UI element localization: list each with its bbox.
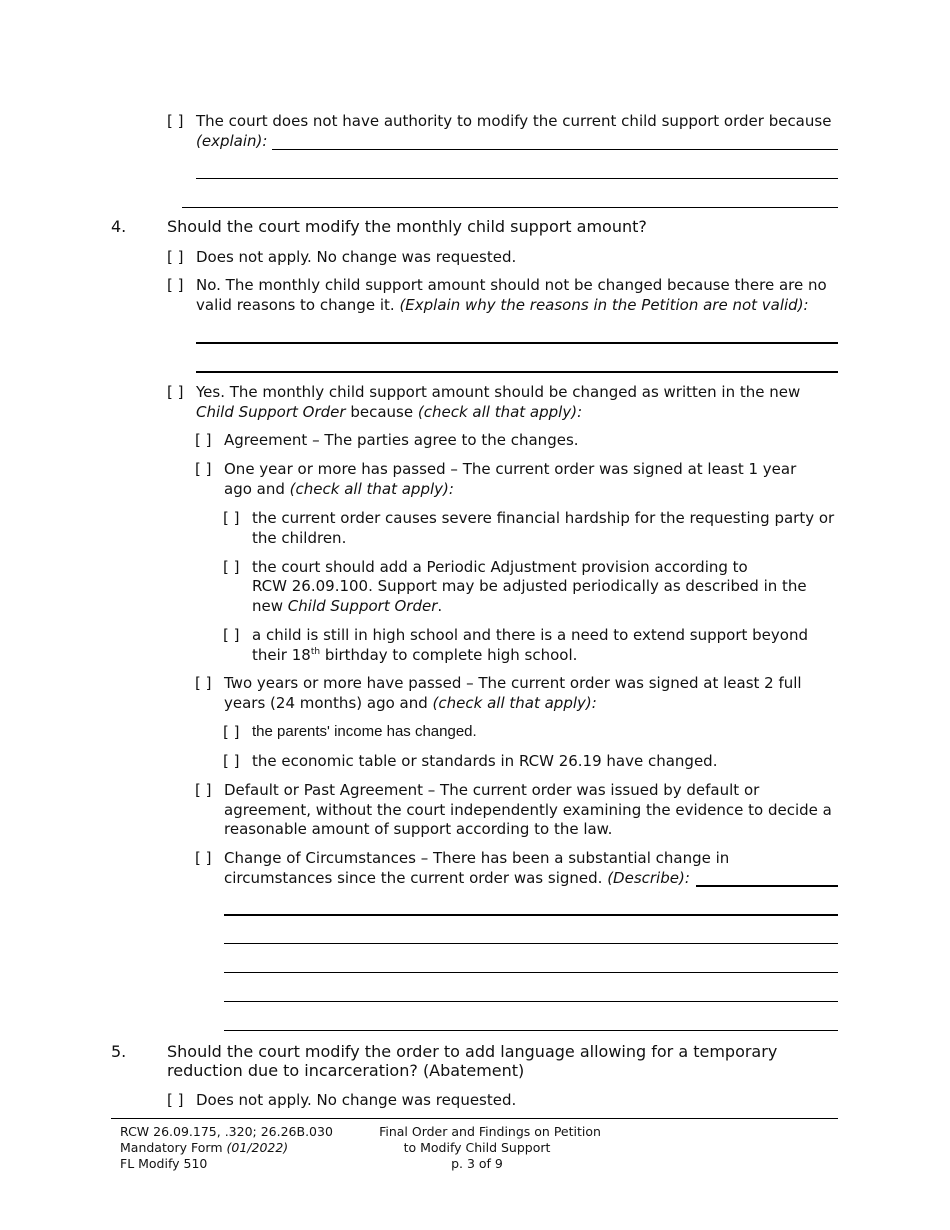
- their-18-text: their 18: [252, 646, 311, 664]
- ordinal-suffix: th: [310, 647, 321, 657]
- footer-page-number: p. 3 of 9: [451, 1156, 503, 1171]
- checkbox[interactable]: [ ]: [195, 674, 212, 692]
- checkbox[interactable]: [ ]: [223, 558, 240, 576]
- checkbox[interactable]: [ ]: [223, 626, 240, 644]
- no-authority-text: The court does not have authority to modify the current child support order because: [196, 112, 832, 130]
- section-number: 5.: [111, 1042, 127, 1061]
- no-explain-input-line[interactable]: [196, 371, 838, 373]
- form-date: (01/2022): [226, 1140, 289, 1155]
- option-does-not-apply: Does not apply. No change was requested.: [196, 248, 517, 266]
- describe-input-line[interactable]: [224, 1001, 838, 1002]
- checkbox[interactable]: [ ]: [223, 509, 240, 527]
- section-5-question-line2: reduction due to incarceration? (Abatement): [167, 1061, 525, 1080]
- checkbox[interactable]: [ ]: [195, 460, 212, 478]
- no-explain-input-line[interactable]: [196, 342, 838, 344]
- checkbox[interactable]: [ ]: [167, 248, 184, 266]
- footer-divider: [111, 1118, 838, 1119]
- option-circumstances-line1: Change of Circumstances – There has been a substantial change in: [224, 849, 730, 867]
- option-yes-line1: Yes. The monthly child support amount should be changed as written in the new: [196, 383, 801, 401]
- option-agreement: Agreement – The parties agree to the changes.: [224, 431, 579, 449]
- footer-form-id: FL Modify 510: [120, 1156, 208, 1171]
- option-two-years-line1: Two years or more have passed – The current order was signed at least 2 full: [224, 674, 802, 692]
- explain-input-line[interactable]: [272, 149, 838, 150]
- checkbox[interactable]: [ ]: [167, 1091, 184, 1109]
- checkbox[interactable]: [ ]: [223, 752, 240, 770]
- option-does-not-apply: Does not apply. No change was requested.: [196, 1091, 517, 1109]
- option-default-line2: agreement, without the court independently examining the evidence to decide a: [224, 801, 832, 819]
- because-text: because: [350, 403, 414, 421]
- option-income: the parents' income has changed.: [252, 723, 477, 740]
- checkbox[interactable]: [ ]: [195, 849, 212, 867]
- years-ago-text: years (24 months) ago and: [224, 694, 428, 712]
- footer-mandatory-form: [120, 1140, 288, 1156]
- option-periodic-line3: [252, 596, 442, 616]
- check-all-instruction: (check all that apply):: [417, 403, 583, 421]
- describe-input-line[interactable]: [224, 1030, 838, 1031]
- option-periodic-line1: the court should add a Periodic Adjustment provision according to: [252, 558, 748, 576]
- option-two-years-line2: [224, 693, 597, 713]
- section-number: 4.: [111, 217, 127, 236]
- describe-label: (Describe):: [607, 869, 690, 887]
- explain-input-line[interactable]: [196, 178, 838, 179]
- option-periodic-line2: RCW 26.09.100. Support may be adjusted periodically as described in the: [252, 577, 807, 595]
- checkbox[interactable]: [ ]: [167, 112, 184, 130]
- option-default-line3: reasonable amount of support according to the law.: [224, 820, 613, 838]
- option-no-line1: No. The monthly child support amount should not be changed because there are no: [196, 276, 827, 294]
- describe-input-line[interactable]: [224, 943, 838, 944]
- check-all-instruction: (check all that apply):: [432, 694, 597, 712]
- explain-input-line[interactable]: [182, 207, 838, 208]
- describe-input-line[interactable]: [224, 972, 838, 973]
- option-highschool-line1: a child is still in high school and there is a need to extend support beyond: [252, 626, 808, 644]
- option-hardship-line2: the children.: [252, 529, 347, 547]
- section-5-question-line1: Should the court modify the order to add language allowing for a temporary: [167, 1042, 778, 1061]
- birthday-text: birthday to complete high school.: [320, 646, 578, 664]
- option-no-line2a: valid reasons to change it.: [196, 296, 395, 314]
- period: .: [437, 597, 443, 615]
- checkbox[interactable]: [ ]: [167, 383, 184, 401]
- circumstances-text: circumstances since the current order was signed.: [224, 869, 603, 887]
- footer-form-title-line2: to Modify Child Support: [403, 1140, 551, 1155]
- option-circumstances-line2: [224, 868, 690, 888]
- child-support-order-title: Child Support Order: [196, 403, 346, 421]
- option-one-year-line2: [224, 479, 454, 499]
- option-default-line1: Default or Past Agreement – The current order was issued by default or: [224, 781, 760, 799]
- mandatory-form-text: Mandatory Form: [120, 1140, 223, 1155]
- option-yes-line2: [196, 402, 582, 422]
- explain-label: (explain):: [196, 132, 268, 150]
- option-no-explain: (Explain why the reasons in the Petition are not valid):: [399, 296, 809, 314]
- section-4-question: Should the court modify the monthly child support amount?: [167, 217, 647, 236]
- check-all-instruction: (check all that apply):: [289, 480, 454, 498]
- child-support-order-title: Child Support Order: [287, 597, 438, 615]
- describe-input-line[interactable]: [696, 885, 838, 887]
- checkbox[interactable]: [ ]: [167, 276, 184, 294]
- ago-and-text: ago and: [224, 480, 285, 498]
- option-no-line2: [196, 295, 809, 315]
- checkbox[interactable]: [ ]: [223, 723, 240, 741]
- new-text: new: [252, 597, 284, 615]
- checkbox[interactable]: [ ]: [195, 431, 212, 449]
- option-hardship-line1: the current order causes severe financial hardship for the requesting party or: [252, 509, 835, 527]
- footer-form-title-line1: Final Order and Findings on Petition: [379, 1124, 601, 1139]
- option-one-year-line1: One year or more has passed – The current order was signed at least 1 year: [224, 460, 797, 478]
- option-econ-table: the economic table or standards in RCW 26.19 have changed.: [252, 752, 718, 770]
- option-highschool-line2: [252, 645, 577, 665]
- footer-rcw: RCW 26.09.175, .320; 26.26B.030: [120, 1124, 333, 1139]
- checkbox[interactable]: [ ]: [195, 781, 212, 799]
- describe-input-line[interactable]: [224, 914, 838, 916]
